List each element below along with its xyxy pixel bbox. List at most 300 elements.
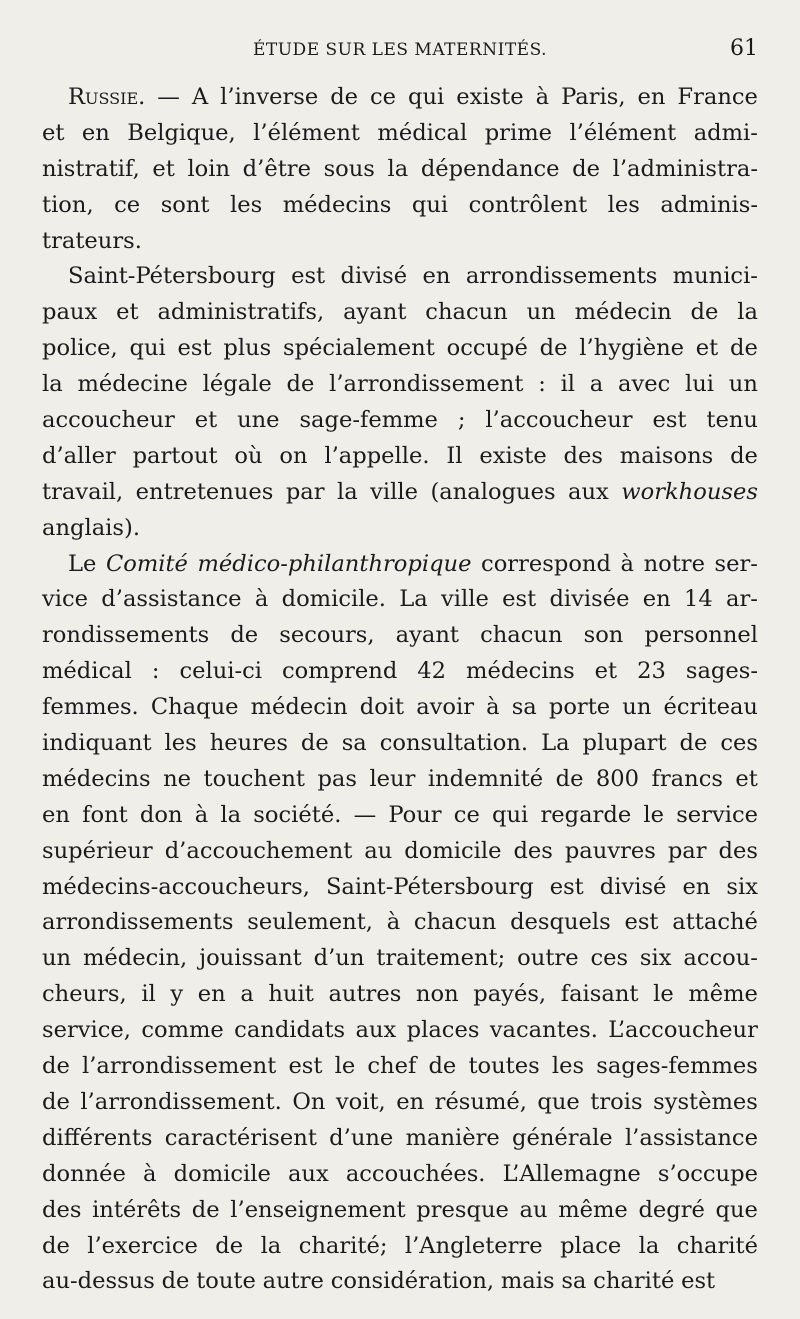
word: de <box>230 622 259 649</box>
word: médical <box>377 119 468 146</box>
word: presque <box>416 1196 509 1223</box>
text-line <box>42 1013 758 1049</box>
word: son <box>583 622 624 649</box>
word: notre <box>643 550 705 577</box>
word: vice <box>42 586 89 613</box>
word: au-dessus <box>42 1268 155 1295</box>
word: donnée <box>42 1160 126 1187</box>
word: admi- <box>693 119 758 146</box>
word: ce <box>114 191 141 218</box>
word: s’occupe <box>657 1160 758 1187</box>
word: traitement; <box>376 945 506 972</box>
page-number: 61 <box>730 36 758 61</box>
word: arrondissements <box>42 909 234 936</box>
word: : <box>538 371 546 398</box>
word: Le <box>68 550 97 577</box>
word: l’appelle. <box>324 442 430 469</box>
word: ce <box>370 84 397 110</box>
word: l’arrondissement <box>329 371 524 398</box>
word: de <box>730 442 758 469</box>
word: 42 <box>417 658 447 685</box>
word: dépendance <box>420 155 560 182</box>
word: la <box>638 1232 660 1259</box>
word: places <box>406 1017 480 1044</box>
word: ar- <box>726 586 758 613</box>
word: de <box>286 371 315 398</box>
word: caractérisent <box>164 1124 317 1151</box>
text-line <box>42 224 758 260</box>
word: heures <box>209 730 288 757</box>
word: l’accoucheur <box>485 407 633 434</box>
word: résumé, <box>434 1088 527 1115</box>
text-line <box>42 1193 758 1229</box>
word: société. <box>253 801 342 828</box>
word: médecin <box>250 694 348 721</box>
word: police, <box>42 335 118 362</box>
text-line <box>42 511 758 547</box>
word: et <box>152 155 175 182</box>
text-line <box>42 618 758 654</box>
word: ces <box>590 945 629 972</box>
word: ayant <box>395 622 460 649</box>
word: et <box>194 407 218 434</box>
word: prime <box>484 119 552 146</box>
word: d’une <box>329 1124 394 1151</box>
word: de <box>730 335 758 362</box>
word: sous <box>323 155 375 182</box>
word: de <box>690 299 719 326</box>
word: l’assistance <box>624 1124 758 1151</box>
word: toute <box>196 1268 256 1295</box>
word: la <box>260 1232 282 1259</box>
paragraph <box>42 259 758 546</box>
word: celui-ci <box>179 658 262 685</box>
word: médecin, <box>82 945 188 972</box>
word: sa <box>341 730 367 757</box>
word: de <box>572 155 601 182</box>
word: de <box>428 1053 457 1080</box>
word: la <box>220 801 242 828</box>
word: ne <box>163 765 192 792</box>
word: L’Allemagne <box>502 1160 641 1187</box>
word: spécialement <box>283 335 435 362</box>
word: a <box>589 371 604 398</box>
word: paux <box>42 299 98 326</box>
page-header <box>42 36 758 66</box>
text-line <box>42 1085 758 1121</box>
word: mais <box>500 1268 555 1295</box>
word: la <box>42 371 63 398</box>
word: y <box>170 981 184 1008</box>
word: et <box>735 765 758 792</box>
word: Saint-Pétersbourg <box>68 263 276 290</box>
word: jouissant <box>199 945 302 972</box>
word: Russie. <box>68 84 146 110</box>
word: aux <box>355 1017 397 1044</box>
word: existe <box>456 84 524 110</box>
word: cheurs, <box>42 981 127 1008</box>
word: est <box>652 407 687 434</box>
word: de <box>42 1053 70 1080</box>
word: est <box>177 335 212 362</box>
word: et <box>116 299 139 326</box>
word: sont <box>160 191 210 218</box>
word: où <box>234 442 263 469</box>
word: de <box>42 1232 70 1259</box>
word: médecine <box>77 371 188 398</box>
word: personnel <box>644 622 758 649</box>
word: supérieur <box>42 837 153 864</box>
word: accou- <box>683 945 758 972</box>
running-title: ÉTUDE SUR LES MATERNITÉS. <box>252 40 548 60</box>
word: domicile. <box>281 586 386 613</box>
word: l’Angleterre <box>404 1232 543 1259</box>
word: à <box>486 694 500 721</box>
word: générale <box>512 1124 613 1151</box>
word: au <box>519 1196 548 1223</box>
word: domicile <box>173 1160 271 1187</box>
word: l’élément <box>569 119 677 146</box>
word: On <box>292 1088 326 1115</box>
word: de <box>42 1088 70 1115</box>
word: écriteau <box>663 694 758 721</box>
word: chacun <box>413 909 497 936</box>
word: ayant <box>343 299 407 326</box>
word: porte <box>548 694 611 721</box>
word: une <box>237 407 280 434</box>
word: même <box>688 981 758 1008</box>
word: (analogues <box>430 478 556 505</box>
word: est <box>288 1053 323 1080</box>
word: sages- <box>685 658 758 685</box>
word: candidats <box>234 1017 346 1044</box>
word: secours, <box>279 622 375 649</box>
word: que <box>537 1088 580 1115</box>
word: indemnité <box>427 765 544 792</box>
text-line <box>42 762 758 798</box>
word: sages-femmes <box>596 1053 758 1080</box>
word: médecins <box>282 191 392 218</box>
word: des <box>513 837 553 864</box>
word: toutes <box>468 1053 540 1080</box>
word: trateurs. <box>42 227 142 254</box>
word: Comité <box>105 550 188 577</box>
word: partout <box>132 442 218 469</box>
word: a <box>240 981 254 1008</box>
text-line <box>42 654 758 690</box>
word: aux <box>287 1160 329 1187</box>
word: en <box>42 801 70 828</box>
word: d’un <box>313 945 365 972</box>
word: outre <box>517 945 579 972</box>
text-line <box>42 116 758 152</box>
word: loin <box>187 155 231 182</box>
word: accoucheur <box>42 407 175 434</box>
text-line <box>42 188 758 224</box>
word: Saint-Pétersbourg <box>325 873 534 900</box>
word: d’accouchement <box>164 837 353 864</box>
word: le <box>643 801 664 828</box>
word: payés, <box>473 981 547 1008</box>
word: en <box>396 1088 425 1115</box>
word: manière <box>405 1124 500 1151</box>
word: consultation. <box>379 730 529 757</box>
text-line <box>42 798 758 834</box>
word: autres <box>328 981 402 1008</box>
text-line <box>42 1264 758 1300</box>
word: de <box>300 730 329 757</box>
word: l’hygiène <box>579 335 685 362</box>
word: l’élément <box>253 119 360 146</box>
word: divisé <box>599 873 667 900</box>
word: touchent <box>203 765 305 792</box>
word: de <box>215 1232 244 1259</box>
word: systèmes <box>653 1088 758 1115</box>
word: France <box>677 84 758 110</box>
word: est <box>549 873 584 900</box>
word: font <box>82 801 128 828</box>
text-line <box>42 1229 758 1265</box>
word: La <box>399 586 428 613</box>
word: regarde <box>540 801 632 828</box>
word: le <box>334 1053 356 1080</box>
word: six <box>639 945 672 972</box>
word: anglais). <box>42 514 140 541</box>
text-line <box>42 690 758 726</box>
word: à <box>620 550 634 577</box>
word: charité <box>593 1268 675 1295</box>
word: il <box>560 371 576 398</box>
word: est <box>681 1268 716 1295</box>
word: les <box>164 730 197 757</box>
word: desquels <box>510 909 611 936</box>
word: le <box>653 981 674 1008</box>
word: Il <box>446 442 463 469</box>
word: d’être <box>242 155 311 182</box>
word: aux <box>568 478 609 505</box>
word: il <box>141 981 156 1008</box>
word: chacun <box>480 622 563 649</box>
word: les <box>551 1053 585 1080</box>
text-line <box>42 1049 758 1085</box>
word: médecin <box>574 299 672 326</box>
word: seulement, <box>247 909 373 936</box>
word: est <box>291 263 326 290</box>
word: service <box>676 801 758 828</box>
word: munici- <box>672 263 758 290</box>
word: de <box>539 335 568 362</box>
word: médecins <box>466 658 575 685</box>
word: service, <box>42 1017 131 1044</box>
word: Paris, <box>561 84 626 110</box>
text-line <box>42 834 758 870</box>
word: qui <box>408 84 445 110</box>
text-line <box>42 582 758 618</box>
word: l’arrondissement <box>81 1053 277 1080</box>
word: au <box>364 837 393 864</box>
word: A <box>191 84 209 110</box>
word: avec <box>618 371 671 398</box>
word: sa <box>561 1268 587 1295</box>
text-line <box>42 439 758 475</box>
word: pauvres <box>564 837 656 864</box>
word: divisé <box>340 263 408 290</box>
word: les <box>607 191 640 218</box>
word: administratifs, <box>157 299 325 326</box>
word: en <box>422 263 451 290</box>
word: considération, <box>330 1268 495 1295</box>
word: L’accoucheur <box>608 1017 758 1044</box>
text-line <box>42 80 758 116</box>
word: rondissements <box>42 622 210 649</box>
word: charité; <box>298 1232 388 1259</box>
text-line <box>42 941 758 977</box>
word: attaché <box>672 909 758 936</box>
word: à <box>143 1160 157 1187</box>
word: plus <box>223 335 272 362</box>
word: médecins-accoucheurs, <box>42 873 310 900</box>
word: workhouses <box>621 478 758 505</box>
word: vacantes. <box>489 1017 598 1044</box>
word: de <box>679 730 708 757</box>
word: huit <box>268 981 314 1008</box>
text-line <box>42 905 758 941</box>
text-line <box>42 403 758 439</box>
word: l’arrondissement. <box>80 1088 282 1115</box>
word: légale <box>202 371 272 398</box>
text-line <box>42 1121 758 1157</box>
word: non <box>415 981 459 1008</box>
word: un <box>728 371 758 398</box>
word: sage-femme <box>299 407 438 434</box>
word: différents <box>42 1124 153 1151</box>
word: médecins <box>42 765 151 792</box>
word: comprend <box>281 658 398 685</box>
word: ville <box>441 586 489 613</box>
text-line <box>42 475 758 511</box>
word: contrôlent <box>468 191 588 218</box>
word: d’aller <box>42 442 116 469</box>
word: et <box>594 658 618 685</box>
text-line <box>42 367 758 403</box>
word: existe <box>479 442 547 469</box>
word: correspond <box>481 550 611 577</box>
word: domicile <box>404 837 502 864</box>
word: en <box>81 119 110 146</box>
word: 14 <box>684 586 713 613</box>
text-line <box>42 547 758 583</box>
word: l’exercice <box>87 1232 198 1259</box>
word: faisant <box>560 981 639 1008</box>
word: francs <box>651 765 723 792</box>
word: à <box>254 586 269 613</box>
word: — <box>157 84 180 110</box>
word: même <box>558 1196 628 1223</box>
word: un <box>42 945 72 972</box>
body-text <box>42 80 758 1300</box>
word: Chaque <box>150 694 239 721</box>
text-line <box>42 870 758 906</box>
word: est <box>624 909 659 936</box>
word: comme <box>141 1017 224 1044</box>
word: pas <box>317 765 357 792</box>
word: ser- <box>714 550 758 577</box>
word: ces <box>720 730 758 757</box>
word: chacun <box>425 299 508 326</box>
word: indiquant <box>42 730 152 757</box>
word: degré <box>638 1196 705 1223</box>
word: par <box>667 837 707 864</box>
word: intérêts <box>92 1196 182 1223</box>
word: en <box>682 873 711 900</box>
paragraph <box>42 547 758 1301</box>
word: La <box>541 730 570 757</box>
word: les <box>230 191 263 218</box>
word: à <box>194 801 209 828</box>
word: à <box>386 909 401 936</box>
word: accouchées. <box>345 1160 486 1187</box>
word: de <box>330 84 359 110</box>
word: médico-philanthropique <box>197 550 472 577</box>
word: par <box>285 478 325 505</box>
word: ; <box>457 407 466 434</box>
word: en <box>197 981 226 1008</box>
word: la <box>337 478 358 505</box>
word: 800 <box>595 765 640 792</box>
paragraph <box>42 80 758 259</box>
word: avoir <box>416 694 475 721</box>
word: que <box>715 1196 758 1223</box>
word: occupé <box>446 335 528 362</box>
word: qui <box>411 191 449 218</box>
text-line <box>42 1157 758 1193</box>
word: trois <box>590 1088 643 1115</box>
word: un <box>622 694 652 721</box>
word: en <box>637 84 666 110</box>
text-line <box>42 726 758 762</box>
word: l’administra- <box>612 155 758 182</box>
word: médical <box>42 658 132 685</box>
word: un <box>526 299 556 326</box>
word: on <box>279 442 308 469</box>
word: don <box>139 801 183 828</box>
word: de <box>161 1268 190 1295</box>
word: adminis- <box>660 191 758 218</box>
word: tenu <box>706 407 758 434</box>
text-line <box>42 295 758 331</box>
word: femmes. <box>42 694 139 721</box>
word: lui <box>685 371 715 398</box>
word: entretenues <box>135 478 274 505</box>
word: l’inverse <box>220 84 319 110</box>
text-line <box>42 259 758 295</box>
text-line <box>42 977 758 1013</box>
word: qui <box>129 335 166 362</box>
word: arrondissements <box>465 263 658 290</box>
text-line <box>42 331 758 367</box>
word: est <box>502 586 537 613</box>
word: charité <box>676 1232 758 1259</box>
word: sa <box>511 694 537 721</box>
word: qui <box>492 801 529 828</box>
word: six <box>726 873 758 900</box>
word: : <box>151 658 160 685</box>
word: des <box>42 1196 82 1223</box>
word: de <box>191 1196 220 1223</box>
word: la <box>737 299 758 326</box>
word: des <box>718 837 758 864</box>
word: nistratif, <box>42 155 140 182</box>
